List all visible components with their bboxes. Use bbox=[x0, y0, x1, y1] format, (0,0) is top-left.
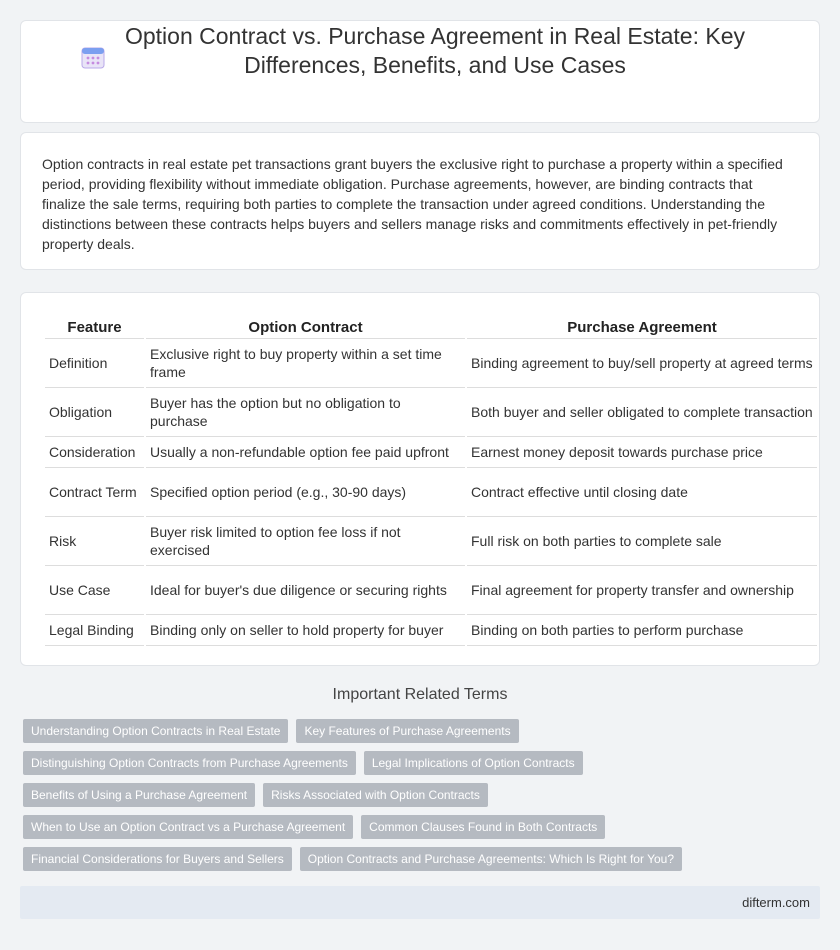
related-terms-title: Important Related Terms bbox=[332, 686, 508, 703]
row-purchase: Both buyer and seller obligated to complete transaction bbox=[467, 388, 817, 437]
table-row bbox=[45, 468, 817, 517]
header-option-contract: Option Contract bbox=[146, 315, 465, 339]
related-terms-list bbox=[23, 719, 803, 879]
table-row bbox=[45, 339, 817, 388]
row-feature: Definition bbox=[45, 339, 144, 388]
table-row bbox=[45, 437, 817, 468]
row-option: Ideal for buyer's due diligence or securing rights bbox=[146, 566, 465, 615]
row-purchase: Binding agreement to buy/sell property at agreed terms bbox=[467, 339, 817, 388]
row-option: Specified option period (e.g., 30-90 days) bbox=[146, 468, 465, 517]
row-option: Binding only on seller to hold property for buyer bbox=[146, 615, 465, 646]
related-term-link[interactable]: Understanding Option Contracts in Real Estate bbox=[23, 719, 288, 743]
related-term-link[interactable]: When to Use an Option Contract vs a Purchase Agreement bbox=[23, 815, 353, 839]
related-term-link[interactable]: Benefits of Using a Purchase Agreement bbox=[23, 783, 255, 807]
comparison-table bbox=[43, 315, 819, 646]
row-feature: Use Case bbox=[45, 566, 144, 615]
row-feature: Obligation bbox=[45, 388, 144, 437]
related-term-link[interactable]: Key Features of Purchase Agreements bbox=[296, 719, 518, 743]
row-purchase: Earnest money deposit towards purchase price bbox=[467, 437, 817, 468]
header-feature: Feature bbox=[45, 315, 144, 339]
row-feature: Legal Binding bbox=[45, 615, 144, 646]
row-option: Buyer risk limited to option fee loss if not exercised bbox=[146, 517, 465, 566]
row-purchase: Contract effective until closing date bbox=[467, 468, 817, 517]
related-term-link[interactable]: Common Clauses Found in Both Contracts bbox=[361, 815, 605, 839]
row-purchase: Final agreement for property transfer and ownership bbox=[467, 566, 817, 615]
comparison-card bbox=[20, 292, 820, 666]
site-link[interactable]: difterm.com bbox=[742, 895, 810, 910]
related-term-link[interactable]: Option Contracts and Purchase Agreements: Which Is Right for You? bbox=[300, 847, 682, 871]
related-term-link[interactable]: Risks Associated with Option Contracts bbox=[263, 783, 488, 807]
footer-bar bbox=[20, 886, 820, 919]
intro-paragraph: Option contracts in real estate pet transactions grant buyers the exclusive right to purchase a property within a specified period, providing flexibility without immediate obligation. Purchase agreements, however, are binding contracts that finalize the sale terms, requiring both parties to complete the transaction under agreed conditions. Understanding the distinctions between these contracts helps buyers and sellers manage risks and commitments effectively in pet-friendly property deals. bbox=[42, 156, 783, 252]
row-purchase: Binding on both parties to perform purchase bbox=[467, 615, 817, 646]
intro-card bbox=[20, 132, 820, 270]
table-header-row bbox=[45, 315, 817, 339]
table-row bbox=[45, 517, 817, 566]
related-term-link[interactable]: Distinguishing Option Contracts from Purchase Agreements bbox=[23, 751, 356, 775]
table-row bbox=[45, 566, 817, 615]
row-option: Usually a non-refundable option fee paid upfront bbox=[146, 437, 465, 468]
row-feature: Risk bbox=[45, 517, 144, 566]
row-option: Exclusive right to buy property within a set time frame bbox=[146, 339, 465, 388]
related-term-link[interactable]: Legal Implications of Option Contracts bbox=[364, 751, 583, 775]
header-purchase-agreement: Purchase Agreement bbox=[467, 315, 817, 339]
page-title: Option Contract vs. Purchase Agreement in Real Estate: Key Differences, Benefits, and Use Cases bbox=[124, 23, 746, 78]
row-feature: Contract Term bbox=[45, 468, 144, 517]
table-row bbox=[45, 615, 817, 646]
row-purchase: Full risk on both parties to complete sale bbox=[467, 517, 817, 566]
related-term-link[interactable]: Financial Considerations for Buyers and Sellers bbox=[23, 847, 292, 871]
table-row bbox=[45, 388, 817, 437]
row-option: Buyer has the option but no obligation to purchase bbox=[146, 388, 465, 437]
row-feature: Consideration bbox=[45, 437, 144, 468]
